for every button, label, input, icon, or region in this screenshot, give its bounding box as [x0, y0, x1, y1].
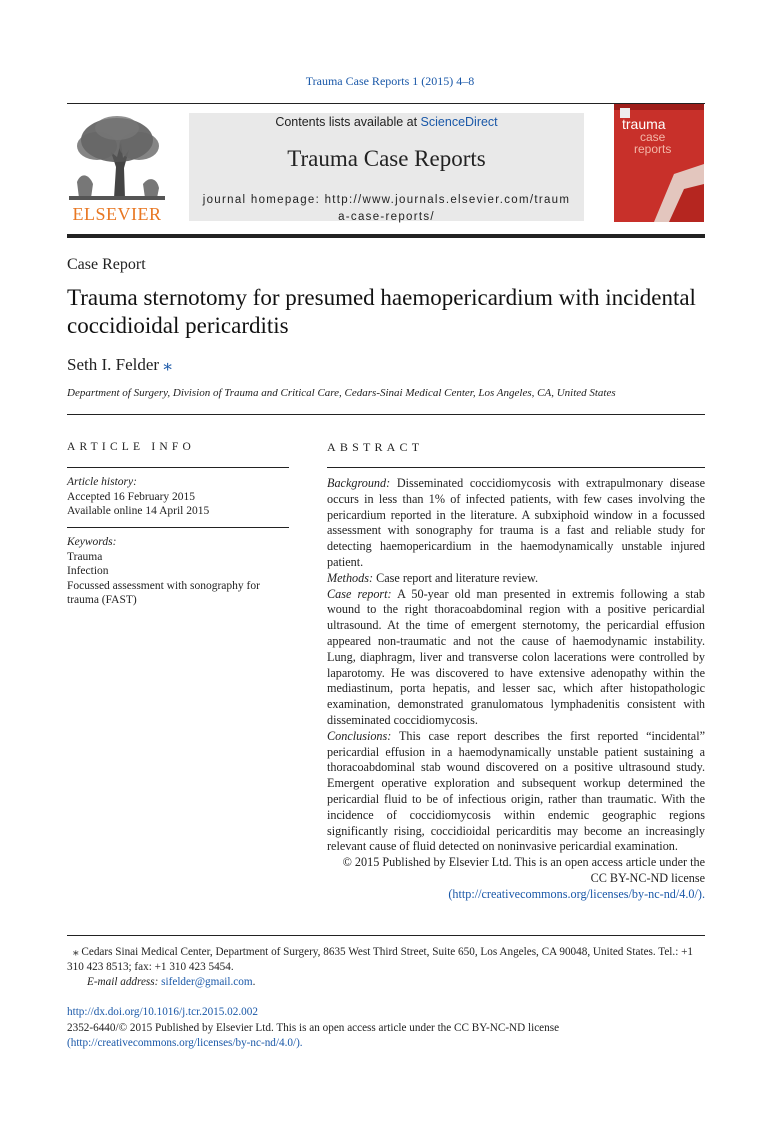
email-link[interactable]: sifelder@gmail.com — [161, 976, 253, 988]
online-date: Available online 14 April 2015 — [67, 505, 210, 517]
article-info-rule — [67, 467, 289, 468]
conclusions-label: Conclusions: — [327, 728, 392, 743]
contents-prefix: Contents lists available at — [275, 115, 421, 129]
abstract-methods — [327, 571, 705, 587]
cover-title-line2: case — [640, 130, 666, 144]
affiliation: Department of Surgery, Division of Trauma and Critical Care, Cedars-Sinai Medical Center, Los Angeles, CA, United States — [67, 387, 616, 399]
contents-line — [189, 115, 584, 129]
history-label: Article history: — [67, 476, 137, 488]
background-text: Disseminated coccidiomycosis with extrapulmonary disease occurs in less than 1% of infected patients, with few cases involving the pericardium reported in the literature. A subxiphoid window in a focussed assessment with sonography for trauma is a fast and reliable study for detecting haemopericardium in the haemodynamically unstable injured patient. — [327, 476, 705, 569]
article-history — [67, 475, 289, 519]
keywords-block — [67, 535, 289, 608]
cover-title-line3: reports — [634, 142, 672, 156]
footnote-rule — [67, 935, 705, 936]
abstract-conclusions — [327, 729, 705, 855]
footnote-text: Cedars Sinai Medical Center, Department of Surgery, 8635 West Third Street, Suite 650, Los Angeles, CA 90048, United States. Tel.: +1 310 423 8513; fax: +1 310 423 5454. — [67, 946, 694, 973]
homepage-url[interactable]: http://www.journals.elsevier.com/trauma-case-reports/ — [324, 194, 571, 223]
title-rule — [67, 414, 705, 415]
issn-line: 2352-6440/© 2015 Published by Elsevier Ltd. This is an open access article under the CC BY-NC-ND license — [67, 1021, 560, 1034]
author-line — [67, 355, 172, 375]
methods-label: Methods: — [327, 570, 374, 585]
methods-text: Case report and literature review. — [373, 570, 539, 585]
section-type: Case Report — [67, 256, 146, 273]
license-link[interactable]: (http://creativecommons.org/licenses/by-nc-nd/4.0/). — [448, 886, 705, 901]
article-info-heading: ARTICLE INFO — [67, 441, 195, 453]
keywords-label: Keywords: — [67, 536, 117, 548]
journal-cover-image — [614, 104, 704, 222]
sciencedirect-link[interactable]: ScienceDirect — [420, 115, 498, 129]
conclusions-text: This case report describes the first reported “incidental” pericardial effusion in a haemodynamically unstable patient sustaining a thoracoabdominal stab wound discovered on a positive ultrasound study. Emergent operative exploration and subsequent workup determined the pericardial fluid to be of infectious origin, rather than traumatic. With the incidence of coccidiomycosis within endemic geographic regions significantly rising, coccidioidal pericarditis may become an increasingly relevant cause of fluid detected on noninvasive pericardial examination. — [327, 728, 705, 854]
bottom-license-link[interactable]: (http://creativecommons.org/licenses/by-nc-nd/4.0/). — [67, 1037, 303, 1049]
journal-reference[interactable]: Trauma Case Reports 1 (2015) 4–8 — [305, 74, 475, 88]
abstract-rule — [327, 467, 705, 468]
author-name: Seth I. Felder — [67, 355, 160, 374]
author-footnote-mark[interactable]: ⁎ — [163, 355, 172, 374]
history-rule — [67, 527, 289, 528]
background-label: Background: — [327, 476, 391, 490]
journal-homepage — [200, 192, 573, 226]
abstract-background — [327, 476, 705, 571]
footnote-mark: ⁎ — [73, 946, 79, 958]
doi-link[interactable]: http://dx.doi.org/10.1016/j.tcr.2015.02.002 — [67, 1006, 258, 1018]
publisher-name: ELSEVIER — [72, 204, 162, 224]
license-name: CC BY-NC-ND license — [590, 870, 705, 885]
cover-title-line1: trauma — [622, 116, 666, 132]
email-end: . — [252, 976, 256, 988]
homepage-label: journal homepage: — [202, 194, 325, 206]
corresponding-footnote — [67, 945, 705, 990]
keyword: Focussed assessment with sonography for trauma (FAST) — [67, 579, 260, 606]
copyright-line: © 2015 Published by Elsevier Ltd. This is an open access article under the — [342, 855, 705, 870]
article-identifiers — [67, 1005, 705, 1052]
email-label: E-mail address: — [87, 976, 159, 988]
accepted-date: Accepted 16 February 2015 — [67, 490, 196, 503]
keyword: Trauma — [67, 550, 103, 563]
article-title: Trauma sternotomy for presumed haemopericardium with incidental coccidioidal pericarditis — [67, 285, 696, 338]
abstract-body — [327, 476, 705, 903]
keyword: Infection — [67, 565, 109, 577]
case-label: Case report: — [327, 586, 392, 601]
abstract-case — [327, 587, 705, 729]
abstract-heading: ABSTRACT — [327, 440, 424, 454]
header-rule — [67, 103, 705, 104]
case-text: A 50-year old man presented in extremis following a stab wound to the right thoracoabdominal region with a positive pericardial ultrasound. At the time of emergent sternotomy, the pericardial effusion appeared non-traumatic and not the cause of haemodynamic instability. Lung, diaphragm, liver and transverse colon lacerations were controlled by laparotomy. He was discovered to have extensive adenopathy within the mediastinum, porta hepatis, and lesser sac, which after histopathologic examination, demonstrated granulomatous lymphadenitis consistent with disseminated coccidiomycosis. — [327, 586, 705, 727]
header-thick-rule — [67, 234, 705, 238]
journal-title: Trauma Case Reports — [287, 146, 486, 171]
